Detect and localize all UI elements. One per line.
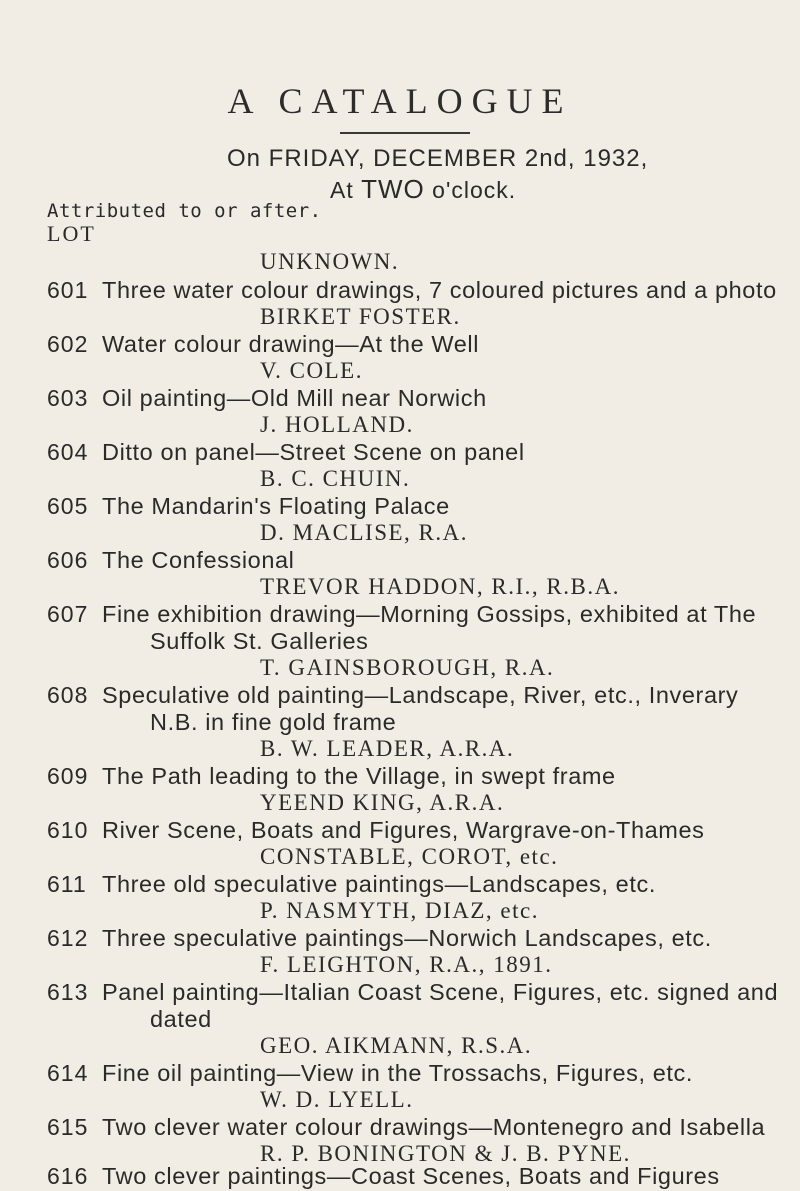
lot-number: 608 bbox=[47, 682, 89, 708]
lot-artist: YEEND KING, A.R.A. bbox=[260, 790, 505, 815]
sale-time-hour: TWO bbox=[361, 174, 425, 204]
sale-time-prefix: At bbox=[330, 177, 362, 203]
lot-artist: GEO. AIKMANN, R.S.A. bbox=[260, 1033, 533, 1058]
lot-description-continued: dated bbox=[150, 1006, 212, 1032]
lot-description: Fine oil painting—View in the Trossachs, Figures, etc. bbox=[102, 1060, 694, 1086]
lot-description: Three water colour drawings, 7 coloured pictures and a photo bbox=[102, 277, 777, 303]
lot-number: 606 bbox=[47, 547, 89, 573]
lot-number: 614 bbox=[47, 1060, 89, 1086]
lot-description: Two clever water colour drawings—Montenegro and Isabella bbox=[102, 1114, 766, 1140]
lot-number: 605 bbox=[47, 493, 89, 519]
lot-artist: D. MACLISE, R.A. bbox=[260, 520, 469, 545]
lot-description: Speculative old painting—Landscape, River, etc., Inverary bbox=[102, 682, 739, 708]
lot-description: Two clever paintings—Coast Scenes, Boats and Figures bbox=[102, 1163, 720, 1189]
lot-artist: V. COLE. bbox=[260, 358, 363, 383]
lot-description: Ditto on panel—Street Scene on panel bbox=[102, 439, 525, 465]
lot-column-label: LOT bbox=[47, 221, 96, 246]
lot-artist: B. W. LEADER, A.R.A. bbox=[260, 736, 515, 761]
lot-description: Fine exhibition drawing—Morning Gossips, exhibited at The bbox=[102, 601, 757, 627]
lot-artist: W. D. LYELL. bbox=[260, 1087, 414, 1112]
lot-description-continued: Suffolk St. Galleries bbox=[150, 628, 369, 654]
lot-description: The Path leading to the Village, in swept frame bbox=[102, 763, 616, 789]
lot-description: The Mandarin's Floating Palace bbox=[102, 493, 450, 519]
sale-time bbox=[330, 174, 516, 205]
lot-number: 612 bbox=[47, 925, 89, 951]
lot-number: 609 bbox=[47, 763, 89, 789]
lot-description: River Scene, Boats and Figures, Wargrave-on-Thames bbox=[102, 817, 705, 843]
lot-number: 607 bbox=[47, 601, 89, 627]
sale-date: On FRIDAY, DECEMBER 2nd, 1932, bbox=[227, 145, 649, 172]
lot-number: 603 bbox=[47, 385, 89, 411]
title-underline bbox=[340, 132, 470, 134]
sale-time-suffix: o'clock. bbox=[424, 177, 517, 203]
lot-artist: T. GAINSBOROUGH, R.A. bbox=[260, 655, 555, 680]
lot-number: 611 bbox=[47, 871, 87, 897]
lot-artist: J. HOLLAND. bbox=[260, 412, 414, 437]
lot-artist: BIRKET FOSTER. bbox=[260, 304, 461, 329]
lot-number: 604 bbox=[47, 439, 89, 465]
lot-number: 601 bbox=[47, 277, 89, 303]
lot-artist: F. LEIGHTON, R.A., 1891. bbox=[260, 952, 553, 977]
lot-description-continued: N.B. in fine gold frame bbox=[150, 709, 397, 735]
lot-artist: TREVOR HADDON, R.I., R.B.A. bbox=[260, 574, 620, 599]
lot-artist: R. P. BONINGTON & J. B. PYNE. bbox=[260, 1141, 631, 1166]
attribution-note: Attributed to or after. bbox=[47, 200, 322, 222]
lot-number: 610 bbox=[47, 817, 89, 843]
lot-artist: B. C. CHUIN. bbox=[260, 466, 411, 491]
lot-description: The Confessional bbox=[102, 547, 295, 573]
lot-number: 613 bbox=[47, 979, 89, 1005]
lot-number: 615 bbox=[47, 1114, 89, 1140]
lot-description: Oil painting—Old Mill near Norwich bbox=[102, 385, 487, 411]
lot-artist: CONSTABLE, COROT, etc. bbox=[260, 844, 559, 869]
lot-description: Three old speculative paintings—Landscapes, etc. bbox=[102, 871, 656, 897]
lot-description: Water colour drawing—At the Well bbox=[102, 331, 480, 357]
section-heading: UNKNOWN. bbox=[260, 249, 400, 274]
lot-description: Three speculative paintings—Norwich Landscapes, etc. bbox=[102, 925, 712, 951]
lot-number: 616 bbox=[47, 1163, 89, 1189]
lot-artist: P. NASMYTH, DIAZ, etc. bbox=[260, 898, 539, 923]
catalogue-title: A CATALOGUE bbox=[227, 81, 573, 121]
lot-number: 602 bbox=[47, 331, 89, 357]
lot-description: Panel painting—Italian Coast Scene, Figures, etc. signed and bbox=[102, 979, 779, 1005]
